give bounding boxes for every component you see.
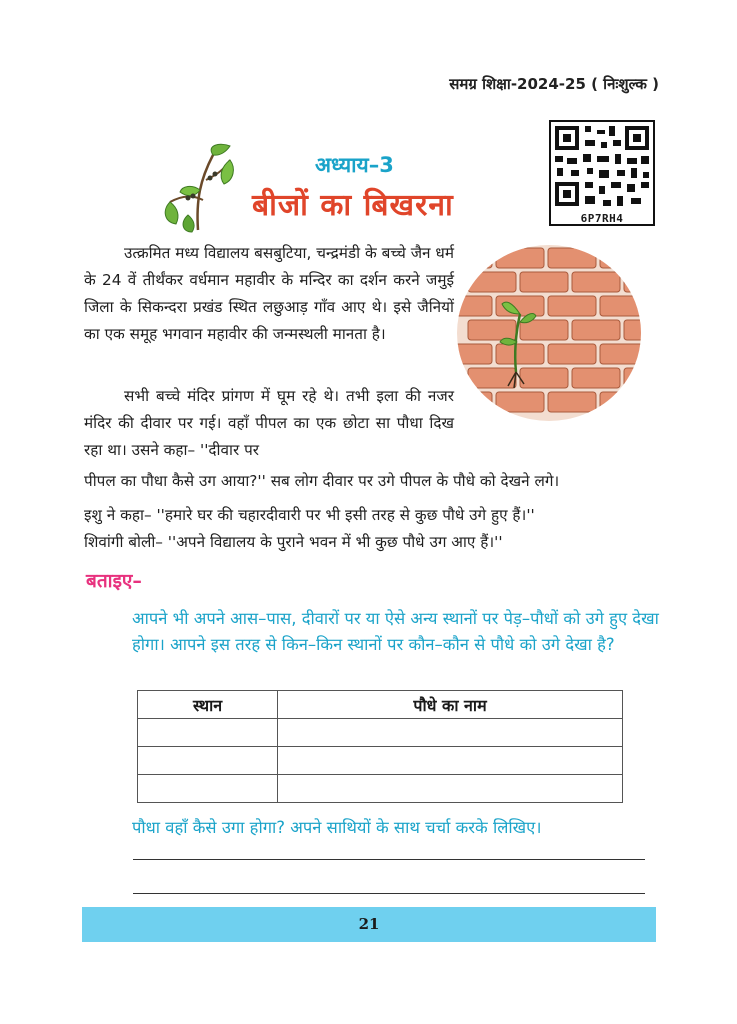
dialogue-ishu: इशु ने कहा– ''हमारे घर की चहारदीवारी पर भी इसी तरह से कुछ पौधे उगे हुए हैं।'' [84,506,535,524]
question-2-text: पौधा वहाँ कैसे उगा होगा? अपने साथियों के साथ चर्चा करके लिखिए। [132,818,542,837]
paragraph-2: सभी बच्चे मंदिर प्रांगण में घूम रहे थे। तभी इला की नजर मंदिर की दीवार पर गई। वहाँ पीपल का एक छोटा सा पौधा दिख रहा था। उसने कहा– ''दीवार पर [84,387,454,459]
table-header-place: स्थान [138,691,278,719]
table-header-row [138,691,623,719]
chapter-number: अध्याय–3 [315,153,394,177]
qr-code-icon [549,120,655,226]
table-cell [138,775,278,803]
header-text: समग्र शिक्षा-2024-25 ( निःशुल्क ) [449,75,659,93]
qr-pattern [551,122,653,210]
chapter-title: बीजों का बिखरना [252,188,454,223]
dialogue-shivangi: शिवांगी बोली– ''अपने विद्यालय के पुराने भवन में भी कुछ पौधे उग आए हैं।'' [84,533,503,551]
table-row [138,719,623,747]
places-table [137,690,623,803]
page-number: 21 [358,915,380,933]
answer-line [133,859,645,860]
footer-bar [82,907,656,942]
table-header-plant-name: पौधे का नाम [278,691,623,719]
table-row [138,775,623,803]
table-cell [138,747,278,775]
section-label: बताइए– [86,570,142,592]
table-cell [138,719,278,747]
brick-wall-plant-icon [454,242,644,424]
table-cell [278,775,623,803]
table-cell [278,747,623,775]
question-text: आपने भी अपने आस–पास, दीवारों पर या ऐसे अन्य स्थानों पर पेड़–पौधों को उगे हुए देखा होगा। आपने इस तरह से किन–किन स्थानों पर कौन–कौन से पौधे को उगे देखा है? [132,609,659,654]
table-row [138,747,623,775]
qr-code-label: 6P7RH4 [580,212,624,225]
dialogue-block [84,502,664,556]
peepal-leaf-icon [158,140,238,235]
paragraph-1: उत्क्रमित मध्य विद्यालय बसबुटिया, चन्द्रमंडी के बच्चे जैन धर्म के 24 वें तीर्थंकर वर्धमान महावीर के मन्दिर का दर्शन करने जमुई जिला के सिकन्दरा प्रखंड स्थित लछुआड़ गाँव आए थे। इसे जैनियों का एक समूह भगवान महावीर की जन्मस्थली मानता है। [84,244,454,343]
paragraph-3: पीपल का पौधा कैसे उग आया?'' सब लोग दीवार पर उगे पीपल के पौधे को देखने लगे। [84,472,560,490]
table-cell [278,719,623,747]
answer-line [133,893,645,894]
